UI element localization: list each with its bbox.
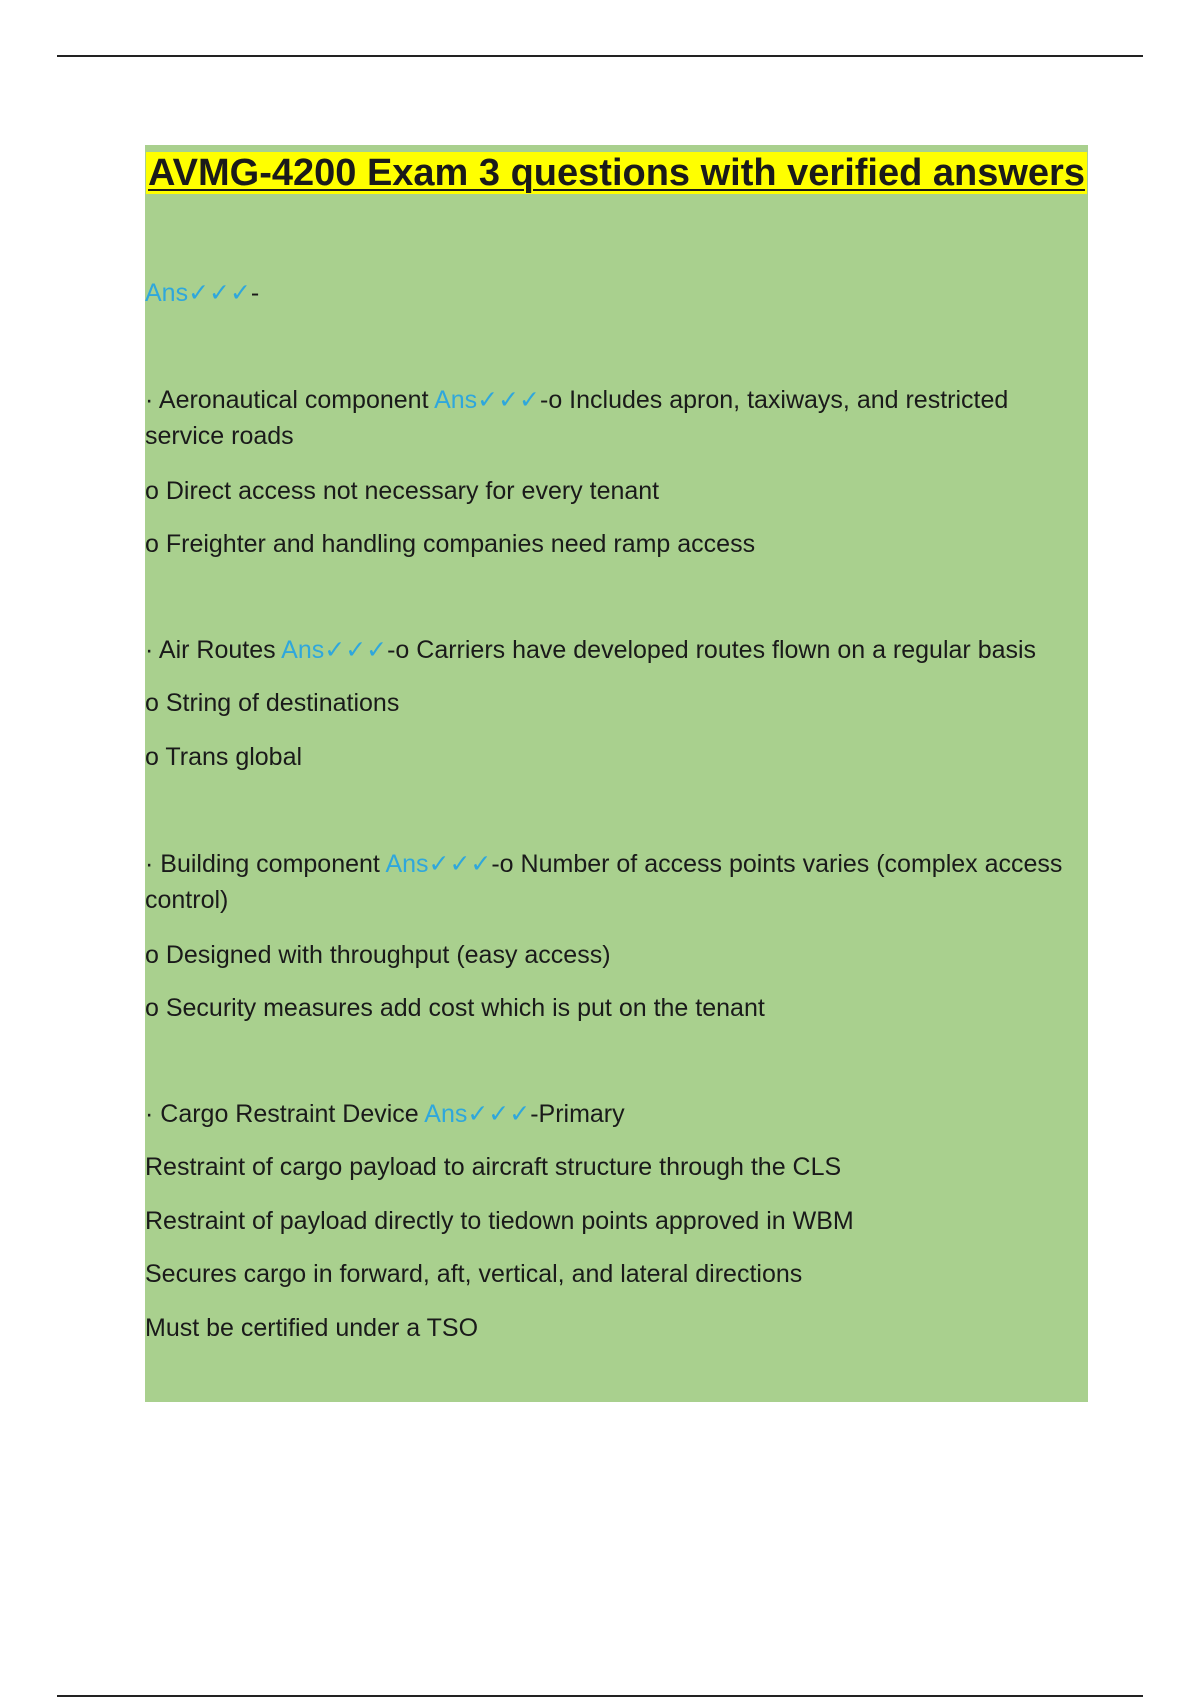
answer-text: Must be certified under a TSO (145, 1314, 479, 1342)
answer-line (145, 1256, 1088, 1292)
question-term: · Air Routes (145, 636, 282, 664)
answer-text: o String of destinations (145, 689, 400, 717)
document-title (145, 145, 1088, 201)
answer-line (145, 685, 1088, 721)
answer-text: -o Includes apron, taxiways, and restricted service roads (145, 386, 1009, 450)
answer-text: o Designed with throughput (easy access) (145, 941, 611, 969)
question-term: · Cargo Restraint Device (145, 1100, 425, 1128)
answer-marker: Ans✓✓✓ (434, 386, 540, 414)
question-line-cargo-restraint-device (145, 1096, 1088, 1132)
answer-text: -o Carriers have developed routes flown on a regular basis (387, 636, 1037, 664)
document-content-panel (145, 145, 1088, 1402)
question-line-air-routes (145, 632, 1088, 668)
answer-line (145, 1203, 1088, 1239)
answer-marker: Ans✓✓✓ (424, 1100, 531, 1128)
answer-line (145, 739, 1088, 775)
answer-marker: Ans✓✓✓ (385, 850, 492, 878)
answer-text: Secures cargo in forward, aft, vertical, and lateral directions (145, 1260, 803, 1288)
answer-text: -Primary (530, 1100, 625, 1128)
answer-text: o Security measures add cost which is put on the tenant (145, 994, 765, 1022)
answer-text: o Freighter and handling companies need ramp access (145, 530, 756, 558)
answer-marker: Ans✓✓✓ (145, 279, 251, 307)
answer-line (145, 526, 1088, 562)
question-line-aeronautical-component (145, 382, 1088, 454)
answer-text: Restraint of payload directly to tiedown points approved in WBM (145, 1207, 854, 1235)
footer-rule (57, 1695, 1143, 1697)
answer-text: o Trans global (145, 743, 303, 771)
answer-text: o Direct access not necessary for every tenant (145, 477, 660, 505)
answer-line (145, 1149, 1088, 1185)
header-rule (57, 55, 1143, 57)
question-line-building-component (145, 846, 1088, 918)
answer-line (145, 990, 1088, 1026)
answer-text: -o Number of access points varies (complex access control) (145, 850, 1063, 914)
answer-text: Restraint of cargo payload to aircraft structure through the CLS (145, 1153, 842, 1181)
document-title-text: AVMG-4200 Exam 3 questions with verified answers (148, 152, 1085, 194)
answer-line (145, 1310, 1088, 1346)
answer-marker: Ans✓✓✓ (281, 636, 388, 664)
answer-line (145, 473, 1088, 509)
question-term: · Building component (145, 850, 386, 878)
question-term: · Aeronautical component (145, 386, 435, 414)
answer-line (145, 937, 1088, 973)
answer-line (145, 275, 1088, 311)
line-text: - (250, 279, 260, 307)
